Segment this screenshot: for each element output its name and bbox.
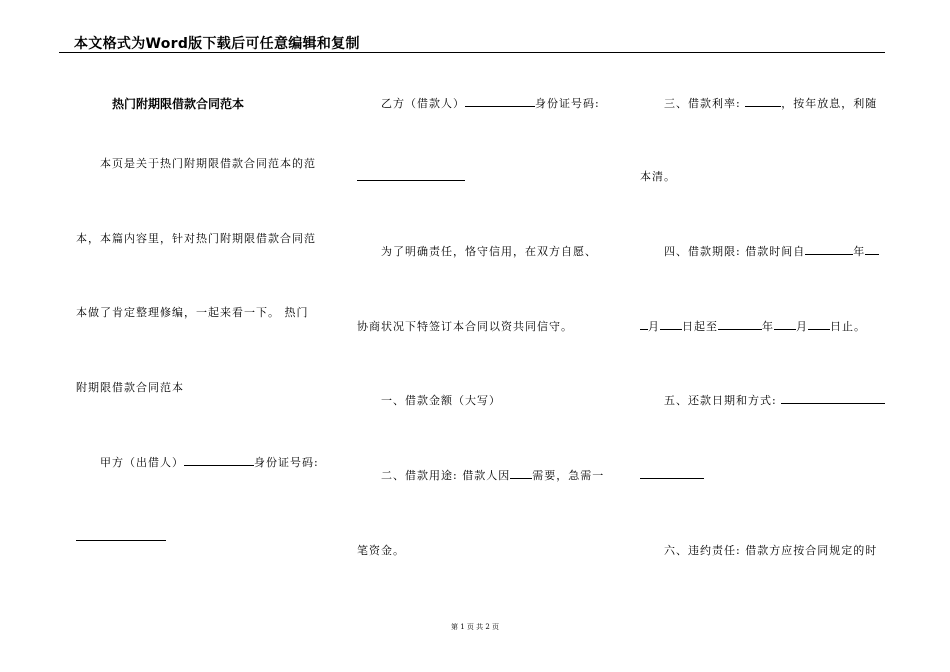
purpose-text: 需要，急需一: [532, 469, 605, 482]
id-number-blank: [76, 540, 166, 541]
lender-name-blank: [184, 455, 254, 466]
interest-label: 三、借款利率:: [664, 97, 746, 110]
borrower-line: [381, 95, 600, 111]
interest-blank: [745, 96, 781, 107]
paragraph-line: 附期限借款合同范本: [76, 381, 184, 394]
term-end-label: 日止。: [830, 320, 866, 333]
term-end-month-blank: [774, 319, 796, 330]
section-term-cont: [640, 318, 866, 334]
term-start-month-blank: [865, 244, 879, 255]
page-footer: 第 1 页 共 2 页: [450, 623, 500, 631]
term-end-year-label: 年: [762, 320, 774, 333]
term-end-month-label: 月: [796, 320, 808, 333]
lender-label: 甲方（出借人）: [100, 456, 184, 469]
header-title: 本文格式为Word版下载后可任意编辑和复制: [74, 36, 360, 52]
header-divider: [59, 52, 885, 53]
paragraph-line: 本，本篇内容里，针对热门附期限借款合同范: [76, 232, 316, 245]
paragraph-line: 本页是关于热门附期限借款合同范本的范: [100, 157, 316, 170]
borrower-label: 乙方（借款人）: [381, 97, 465, 110]
section-purpose: [381, 467, 604, 483]
borrower-name-blank: [465, 96, 535, 107]
section-amount: 一、借款金额（大写）: [381, 394, 501, 407]
repayment-blank-2: [640, 478, 704, 479]
section-liability: 六、违约责任: 借款方应按合同规定的时: [664, 544, 878, 557]
term-start-year-blank: [805, 244, 853, 255]
term-label: 四、借款期限: 借款时间自: [664, 245, 806, 258]
section-interest: [664, 95, 877, 111]
borrower-id-blank: [357, 180, 465, 181]
paragraph-line: 笔资金。: [357, 544, 405, 557]
purpose-blank: [510, 468, 532, 479]
paragraph-line: 本清。: [640, 170, 676, 183]
term-year-label: 年: [853, 245, 866, 258]
term-month-label: 月: [648, 320, 660, 333]
repayment-blank: [781, 393, 885, 404]
term-start-day-blank: [660, 319, 682, 330]
term-end-year-blank: [718, 319, 762, 330]
paragraph-line: 协商状况下特签订本合同以资共同信守。: [357, 320, 573, 333]
section-repayment: [664, 392, 885, 408]
paragraph-line: 为了明确责任，恪守信用，在双方自愿、: [381, 245, 597, 258]
interest-text: ，按年放息，利随: [781, 97, 878, 110]
purpose-label: 二、借款用途: 借款人因: [381, 469, 511, 482]
term-end-day-blank: [808, 319, 830, 330]
section-term: [664, 243, 879, 259]
id-number-label: 身份证号码:: [535, 97, 600, 110]
term-blank: [640, 319, 648, 330]
document-title: 热门附期限借款合同范本: [112, 97, 245, 111]
id-number-label: 身份证号码:: [254, 456, 319, 469]
repayment-label: 五、还款日期和方式:: [664, 394, 777, 407]
term-until-label: 日起至: [682, 320, 718, 333]
lender-line: [100, 454, 319, 470]
paragraph-line: 本做了肯定整理修编，一起来看一下。 热门: [76, 306, 309, 319]
